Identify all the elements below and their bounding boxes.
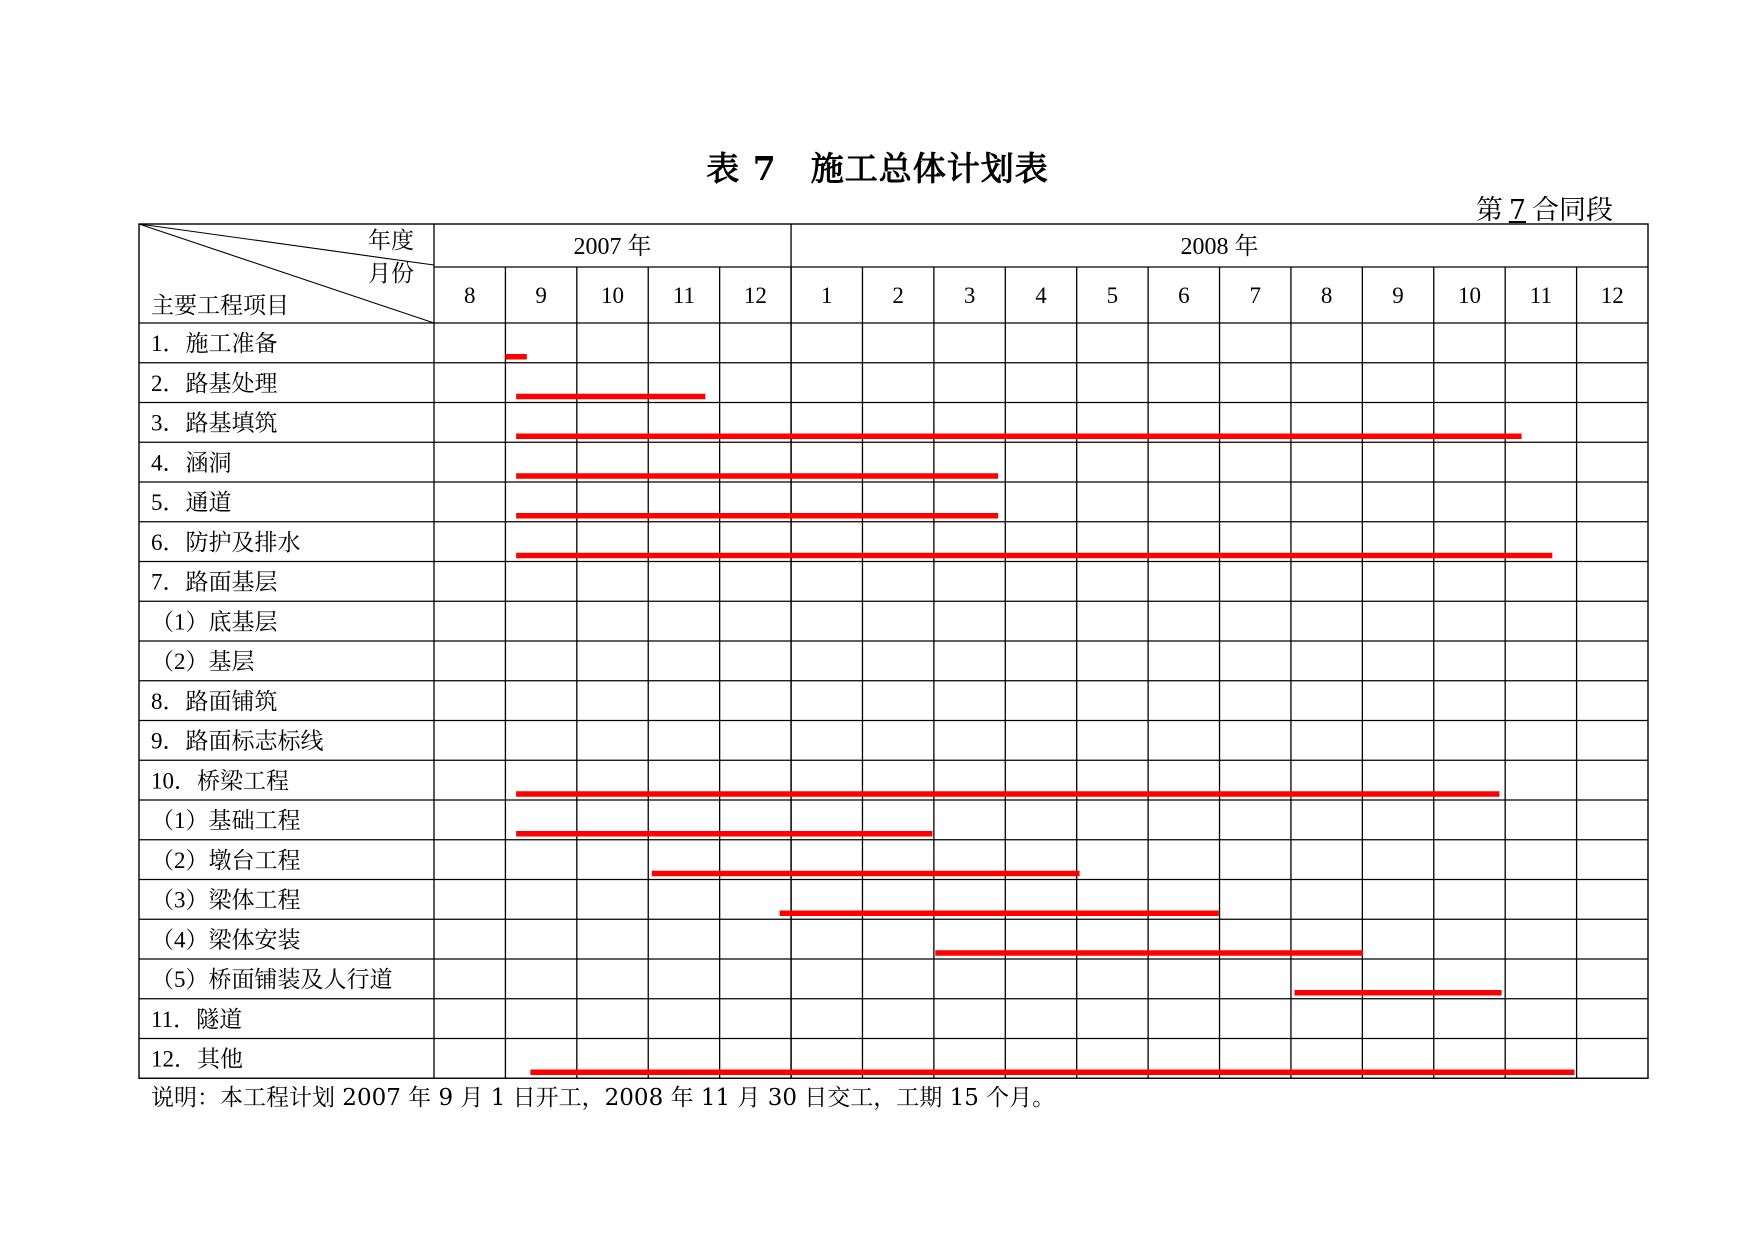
month-tick-label: 8 bbox=[1320, 283, 1333, 308]
month-tick-label: 11 bbox=[1529, 283, 1552, 308]
task-label: 2．路基处理 bbox=[151, 370, 278, 396]
month-tick-label: 7 bbox=[1249, 283, 1261, 308]
task-label: 4．涵洞 bbox=[151, 450, 232, 476]
plan-note: 说明：本工程计划 2007 年 9 月 1 日开工，2008 年 11 月 30 日交工，工期 15 个月。 bbox=[151, 1085, 1056, 1111]
task-label: 1．施工准备 bbox=[151, 331, 278, 356]
table-border bbox=[139, 224, 1648, 1078]
task-bar bbox=[935, 950, 1363, 956]
month-tick-label: 9 bbox=[1392, 283, 1404, 308]
task-bar bbox=[516, 394, 705, 400]
diag-item-label: 主要工程项目 bbox=[151, 293, 289, 318]
task-label: 7．路面基层 bbox=[151, 569, 278, 595]
month-tick-label: 10 bbox=[601, 283, 625, 308]
contract-suffix: 合同段 bbox=[1532, 195, 1613, 226]
month-tick-label: 3 bbox=[963, 283, 976, 308]
task-bar bbox=[516, 791, 1499, 797]
month-tick-label: 5 bbox=[1106, 283, 1119, 308]
task-bar bbox=[516, 513, 998, 519]
month-tick-label: 8 bbox=[463, 283, 476, 308]
task-label: （5）桥面铺装及人行道 bbox=[151, 967, 393, 992]
task-label: 12．其他 bbox=[151, 1046, 243, 1072]
task-bar bbox=[516, 553, 1552, 559]
month-tick-label: 4 bbox=[1035, 283, 1047, 308]
task-bar bbox=[505, 354, 526, 360]
task-label: 10．桥梁工程 bbox=[151, 768, 289, 794]
task-bar bbox=[652, 871, 1080, 877]
month-tick-label: 6 bbox=[1178, 283, 1190, 308]
year-header-0: 2007 年 bbox=[573, 234, 652, 260]
task-label: （3）梁体工程 bbox=[151, 887, 301, 913]
month-tick-label: 9 bbox=[535, 283, 547, 308]
month-tick-label: 12 bbox=[1600, 283, 1624, 308]
month-tick-label: 11 bbox=[672, 283, 696, 308]
task-label: （2）基层 bbox=[151, 649, 255, 674]
contract-prefix: 第 bbox=[1475, 195, 1503, 226]
page-title: 表 7 施工总体计划表 bbox=[706, 149, 1049, 188]
task-label: （2）墩台工程 bbox=[151, 847, 301, 873]
task-label: （1）底基层 bbox=[151, 609, 278, 635]
task-label: （4）梁体安装 bbox=[151, 927, 301, 953]
task-bar bbox=[1295, 990, 1502, 996]
task-bar bbox=[516, 434, 1521, 440]
diag-year-label: 年度 bbox=[368, 228, 414, 253]
month-tick-label: 12 bbox=[743, 283, 767, 308]
month-tick-label: 10 bbox=[1457, 283, 1481, 308]
year-header-1: 2008 年 bbox=[1180, 234, 1259, 260]
task-label: 3．路基填筑 bbox=[151, 410, 278, 436]
task-label: 5．通道 bbox=[151, 490, 232, 515]
contract-number: 7 bbox=[1508, 195, 1526, 226]
task-bar bbox=[516, 831, 932, 837]
task-label: 9．路面标志标线 bbox=[151, 728, 324, 754]
task-label: 8．路面铺筑 bbox=[151, 688, 278, 714]
task-bar bbox=[516, 473, 998, 479]
task-bar bbox=[530, 1070, 1574, 1076]
task-label: 11．隧道 bbox=[151, 1006, 243, 1032]
diag-month-label: 月份 bbox=[368, 261, 414, 286]
month-tick-label: 1 bbox=[821, 283, 833, 308]
task-bar bbox=[780, 911, 1219, 917]
task-label: （1）基础工程 bbox=[151, 808, 301, 833]
task-label: 6．防护及排水 bbox=[151, 529, 301, 555]
month-tick-label: 2 bbox=[892, 283, 904, 308]
